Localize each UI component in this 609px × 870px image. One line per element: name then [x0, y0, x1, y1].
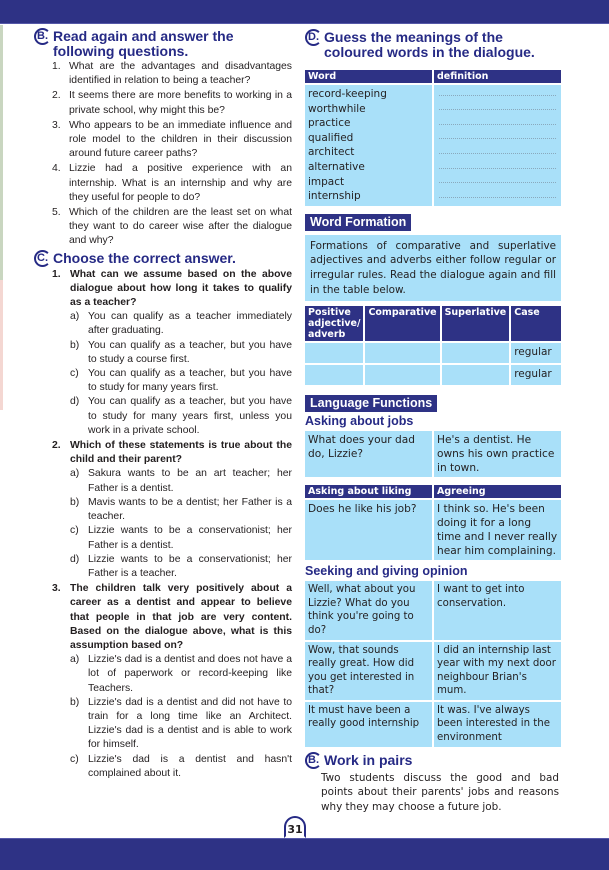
question-item [34, 89, 292, 117]
option-text: Sakura wants to be an art teacher; her Father is a dentist. [88, 468, 292, 494]
question-number: 3. [52, 119, 61, 131]
blank-cell[interactable] [305, 343, 363, 363]
footer-band [0, 838, 609, 870]
question-text: Which of these statements is true about the child and their parent? [70, 440, 292, 466]
question-item [34, 206, 292, 249]
word-item: impact [308, 175, 345, 188]
option-letter: a) [70, 468, 80, 480]
option-letter: a) [70, 654, 80, 666]
option-letter: c) [70, 525, 79, 537]
option-text: You can qualify as a teacher immediately after graduating. [88, 311, 292, 337]
question-item [34, 162, 292, 205]
blank-cell[interactable] [305, 365, 363, 385]
question-text: The children talk very positively about a career as a dentist and appear to believe that people in that job are very content. Based on the dialogue above, what is this assumption based on? [70, 583, 292, 651]
section-b-questions [34, 60, 292, 249]
word-formation-table [303, 304, 563, 387]
table-row [305, 365, 561, 385]
column-header-positive: Positive adjective/ adverb [305, 306, 363, 341]
definition-blank[interactable] [439, 125, 556, 140]
blank-cell[interactable] [442, 343, 510, 363]
blank-cell[interactable] [365, 365, 439, 385]
question-number: 1. [52, 268, 61, 280]
question-number: 2. [52, 440, 61, 452]
question-item [34, 60, 292, 88]
case-cell: regular [511, 365, 561, 385]
work-in-pairs-heading [305, 753, 559, 769]
definition-blank[interactable] [439, 96, 556, 111]
case-cell: regular [511, 343, 561, 363]
word-item: architect [308, 146, 355, 159]
section-b-title: Read again and answer the following questions. [53, 28, 234, 59]
question-number: 3. [52, 583, 61, 595]
option-text: You can qualify as a teacher, but you have to study for many years first, unless you work in a private school. [88, 396, 292, 436]
section-c-questions [52, 268, 292, 781]
dialogue-question: Does he like his job? [305, 500, 432, 560]
dialogue-answer: I want to get into conservation. [434, 581, 561, 639]
definition-blank[interactable] [439, 81, 556, 96]
word-list [305, 85, 432, 206]
dialogue-answer: It was. I've always been interested in the environment [434, 702, 561, 747]
section-b-heading [34, 29, 292, 59]
dialogue-question: What does your dad do, Lizzie? [305, 431, 432, 477]
option-letter: c) [70, 368, 79, 380]
mc-option[interactable] [70, 310, 292, 338]
question-text: Which of the children are the least set on what they want to do career wise after the dialogue and why? [69, 207, 292, 247]
option-letter: c) [70, 753, 79, 765]
word-item: worthwhile [308, 102, 366, 115]
mc-option[interactable] [70, 524, 292, 552]
section-d-title: Guess the meanings of the coloured words in the dialogue. [324, 29, 535, 60]
mc-option[interactable] [70, 553, 292, 581]
question-number: 5. [52, 207, 61, 219]
table-row [305, 343, 561, 363]
question-number: 4. [52, 163, 61, 175]
word-item: qualified [308, 131, 354, 144]
column-header-word: Word [305, 70, 432, 83]
opinion-title: Seeking and giving opinion [305, 564, 468, 579]
option-text: Lizzie's dad is a dentist and does not have a lot of paperwork or record-keeping like Teachers. [88, 654, 292, 694]
definition-blank[interactable] [439, 139, 556, 154]
column-header-asking-liking: Asking about liking [305, 485, 432, 498]
question-text: Lizzie had a positive experience with an internship. What is an internship and why are they useful for people to do? [69, 163, 292, 203]
option-text: Mavis wants to be a dentist; her Father is a teacher. [88, 496, 292, 523]
question-text: It seems there are more benefits to working in a private school, why might this be? [69, 90, 292, 116]
column-header-agreeing: Agreeing [434, 485, 561, 498]
question-number: 1. [52, 61, 61, 72]
work-in-pairs-text: Two students discuss the good and bad points about their parents' jobs and reasons why they may choose a future job. [321, 771, 559, 813]
table-row [305, 702, 561, 747]
definition-blank[interactable] [439, 110, 556, 125]
dialogue-question: Well, what about you Lizzie? What do you think you're going to do? [305, 581, 432, 639]
mc-option[interactable] [70, 653, 292, 696]
table-row [305, 500, 561, 560]
section-badge-icon: D. [305, 29, 322, 46]
asking-jobs-table [303, 429, 563, 479]
option-text: You can qualify as a teacher, but you have to study a course first. [88, 339, 292, 365]
left-column [34, 29, 292, 781]
definition-blank[interactable] [439, 169, 556, 184]
option-text: Lizzie's dad is a dentist and did not have to train for a long time like an Architect. Lizzie's dad is a dentist and is able to work for himself. [88, 696, 292, 751]
option-text: Lizzie wants to be a conservationist; her Father is a teacher. [88, 553, 292, 579]
vocabulary-table [303, 68, 563, 208]
dialogue-answer: I think so. He's been doing it for a long time and I never really hear him complaining. [434, 500, 561, 560]
option-letter: d) [70, 396, 80, 408]
section-d-heading [305, 30, 559, 60]
mc-option[interactable] [70, 367, 292, 395]
option-letter: d) [70, 553, 80, 565]
word-formation-intro: Formations of comparative and superlative adjectives and adverbs either follow regular or irregular rules. Read the dialogue again and fill in the table below. [305, 235, 561, 301]
question-text: Who appears to be an immediate influence and role model to the children in their discussion around future career paths? [69, 119, 292, 160]
mc-option[interactable] [70, 467, 292, 495]
word-formation-label: Word Formation [305, 214, 411, 231]
blank-cell[interactable] [365, 343, 439, 363]
question-number: 2. [52, 90, 61, 102]
word-item: practice [308, 117, 351, 130]
option-text: Lizzie wants to be a conservationist; her Father is a dentist. [88, 525, 292, 551]
section-badge-icon: B. [305, 752, 322, 769]
language-functions-label: Language Functions [305, 395, 437, 412]
mc-question [52, 582, 292, 653]
definition-list [434, 85, 561, 206]
table-row [305, 581, 561, 639]
column-header-case: Case [511, 306, 561, 341]
dialogue-answer: I did an internship last year with my next door neighbour Brian's mum. [434, 642, 561, 700]
dialogue-question: Wow, that sounds really great. How did you get interested in that? [305, 642, 432, 700]
mc-option[interactable] [70, 339, 292, 367]
column-header-definition: definition [434, 70, 561, 83]
section-c-title: Choose the correct answer. [53, 249, 236, 266]
edge-strip-secondary [0, 280, 3, 410]
table-row [305, 431, 561, 477]
liking-table [303, 483, 563, 562]
option-text: You can qualify as a teacher, but you have to study for many years first. [88, 368, 292, 394]
mc-option[interactable] [70, 395, 292, 438]
option-letter: a) [70, 311, 80, 323]
mc-question [52, 439, 292, 467]
definition-blank[interactable] [439, 154, 556, 169]
table-row [305, 642, 561, 700]
opinion-table [303, 579, 563, 749]
section-c-heading [34, 251, 292, 267]
question-item [34, 119, 292, 162]
edge-strip [0, 25, 3, 280]
header-band [0, 0, 609, 24]
page-number: 31 [287, 823, 303, 836]
word-item: internship [308, 190, 361, 203]
mc-option[interactable] [70, 696, 292, 753]
word-item: record-keeping [308, 88, 387, 100]
mc-question [52, 268, 292, 311]
option-letter: b) [70, 496, 80, 508]
work-in-pairs-title: Work in pairs [324, 751, 413, 768]
option-letter: b) [70, 696, 80, 708]
option-letter: b) [70, 339, 80, 351]
blank-cell[interactable] [442, 365, 510, 385]
mc-option[interactable] [70, 496, 292, 524]
section-badge-icon: B. [34, 28, 51, 45]
dialogue-question: It must have been a really good internship [305, 702, 432, 747]
word-item: alternative [308, 160, 365, 173]
question-text: What can we assume based on the above dialogue about how long it takes to qualify as a teacher? [70, 268, 292, 309]
column-header-superlative: Superlative [442, 306, 510, 341]
dialogue-answer: He's a dentist. He owns his own practice in town. [434, 431, 561, 477]
right-column [305, 30, 559, 814]
column-header-comparative: Comparative [365, 306, 439, 341]
mc-option[interactable] [70, 753, 292, 781]
asking-jobs-title: Asking about jobs [305, 414, 414, 429]
definition-blank[interactable] [439, 183, 556, 198]
section-badge-icon: C. [34, 250, 51, 267]
question-text: What are the advantages and disadvantages identified in relation to being a teacher? [69, 61, 292, 87]
option-text: Lizzie's dad is a dentist and hasn't complained about it. [88, 753, 292, 779]
